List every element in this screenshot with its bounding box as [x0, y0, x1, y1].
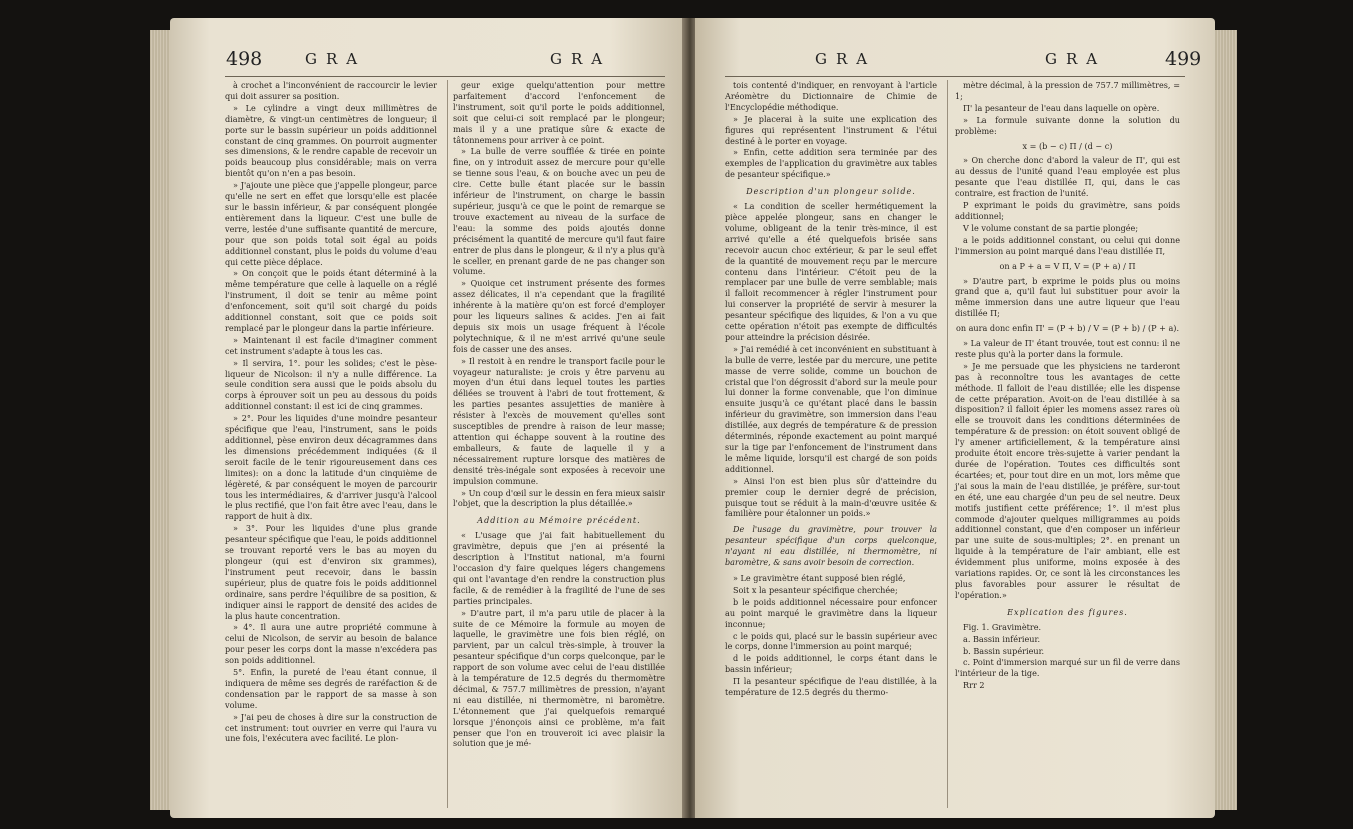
- paragraph: V le volume constant de sa partie plongée;: [963, 222, 1139, 233]
- paragraph: » Il servira, 1°. pour les solides; c'est le pèse-liqueur de Nicolson: il n'y a nulle différence. La seule condition sera aussi que le poids absolu du corps à éprouver soit un peu au dessous du poids additionnel constant: il est ici de cinq grammes.: [225, 357, 437, 412]
- paragraph-group: [955, 80, 1180, 137]
- figure-item: b. Bassin supérieur.: [963, 645, 1045, 656]
- paragraph: » La bulle de verre soufflée & tirée en pointe fine, on y introduit assez de mercure pour qu'elle se tienne sous l'eau, & on bouche avec un peu de cire. Cette bulle étant placée sur le bassin inférieur de l'instrument, on charge le bassin supérieur, jusqu'à ce que le point de remarque se trouve exactement au niveau de la surface de l'eau: la somme des poids ajoutés donne précisément la quantité de mercure qu'il faut faire entrer de plus dans le plongeur, & il n'y a plus qu'à le sceller, en prenant garde de ne pas changer son volume.: [453, 146, 665, 277]
- paragraph: » Ainsi l'on est bien plus sûr d'atteindre du premier coup le dernier degré de précision, puisque tout se réduit à la main-d'œuvre usitée & familière pour étalonner un poids.»: [725, 475, 937, 519]
- section-title: Explication des figures.: [1007, 606, 1128, 617]
- paragraph-group: [955, 338, 1180, 601]
- paragraph-group: [725, 573, 937, 698]
- paragraph: 5°. Enfin, la pureté de l'eau étant connue, il indiquera de même ses degrés de raréfaction & de condensation par le rapport de sa masse à son volume.: [225, 667, 437, 710]
- header-rule: [725, 76, 1185, 77]
- paragraph: » On cherche donc d'abord la valeur de Π', qui est au dessus de l'unité quand l'eau employée est plus pesante que l'eau distillée Π, qui, dans le cas contraire, est fraction de l'unité.: [955, 155, 1180, 199]
- paragraph: » J'ajoute une pièce que j'appelle plongeur, parce qu'elle ne sert en effet que lorsqu'elle est placée sur le bassin inférieur, & par conséquent plongée entièrement dans la liqueur. C'est une bulle de verre, lestée d'une suffisante quantité de mercure, pour que son poids total soit égal au poids additionnel constant, plus le poids du volume d'eau qui cette pièce déplace.: [225, 180, 437, 267]
- paragraph-group: [453, 80, 665, 509]
- paragraph: » Un coup d'œil sur le dessin en fera mieux saisir l'objet, que la description la plus détaillée.»: [453, 487, 665, 509]
- page-number-left: 498: [226, 48, 263, 70]
- paragraph-group: [955, 276, 1180, 320]
- page-number-right: 499: [1165, 48, 1202, 70]
- page-edges-right: [1213, 30, 1237, 810]
- paragraph-group: [453, 530, 665, 749]
- running-head-right-1: GRA: [815, 50, 877, 68]
- figure-item: Rrr 2: [963, 680, 985, 691]
- paragraph-group: [725, 80, 937, 180]
- paragraph: » Je placerai à la suite une explication des figures qui représentent l'instrument & l'étui destiné à le porter en voyage.: [725, 113, 937, 146]
- paragraph: P exprimant le poids du gravimètre, sans poids additionnel;: [955, 200, 1180, 221]
- section-title: Addition au Mémoire précédent.: [477, 515, 641, 526]
- paragraph: » Le gravimètre étant supposé bien réglé,: [733, 572, 906, 583]
- paragraph-group: [955, 155, 1180, 256]
- paragraph: à crochet a l'inconvénient de raccourcir le levier qui doit assurer sa position.: [225, 80, 437, 101]
- paragraph: a le poids additionnel constant, ou celui qui donne l'immersion au point marqué dans l'eau distillée Π,: [955, 234, 1180, 256]
- paragraph: Π' la pesanteur de l'eau dans laquelle on opère.: [963, 102, 1160, 113]
- left-page: [170, 18, 685, 818]
- paragraph: Π la pesanteur spécifique de l'eau distillée, à la température de 12.5 degrés du thermo-: [725, 676, 937, 698]
- paragraph: » J'ai remédié à cet inconvénient en substituant à la bulle de verre, lestée par du mercure, une petite masse de verre solide, comme un bouchon de cristal que l'on dégrossit d'abord sur la meule pour lui donner la forme convenable, que l'on diminue ensuite jusqu'à ce qu'étant placé dans le bassin inférieur du gravimètre, son immersion dans l'eau distillée, aux degrés de température & de pression déterminés, réponde exactement au point marqué sur la tige par l'enfoncement de l'instrument dans le même liquide, lorsqu'il est chargé de son poids additionnel.: [725, 343, 937, 474]
- running-head-right-2: GRA: [1045, 50, 1107, 68]
- figure-item: c. Point d'immersion marqué sur un fil de verre dans l'intérieur de la tige.: [955, 657, 1180, 679]
- paragraph: d le poids additionnel, le corps étant dans le bassin inférieur;: [725, 653, 937, 675]
- paragraph: » Le cylindre a vingt deux millimètres de diamètre, & vingt-un centimètres de longueur; il porte sur le bassin supérieur un poids additionnel constant de cinq grammes. On pourroit augmenter ses dimensions, & le rendre capable de recevoir un poids beaucoup plus considérable; mais on verra bientôt qu'on n'en a pas besoin.: [225, 102, 437, 179]
- paragraph: » D'autre part, il m'a paru utile de placer à la suite de ce Mémoire la formule au moyen de laquelle, le gravimètre une fois bien réglé, on parvient, par un calcul très-simple, à trouver la pesanteur spécifique d'un corps quelconque, par le rapport de son volume avec celui de l'eau distillée à la température de 12.5 degrés du thermomètre décimal, & 757.7 millimètres de pression, n'ayant ni eau distillée, ni thermomètre, ni baromètre. L'étonnement que j'ai quelquefois remarqué lorsque j'énonçois ainsi ce problème, m'a fait penser que l'on en trouveroit ici avec plaisir la solution que je mé-: [453, 607, 665, 749]
- paragraph-group: [725, 201, 937, 519]
- section-title: Description d'un plongeur solide.: [746, 186, 916, 197]
- paragraph: » D'autre part, b exprime le poids plus ou moins grand que a, qu'il faut lui substituer pour avoir la même immersion dans une autre liqueur que l'eau distillée Π;: [955, 275, 1180, 319]
- paragraph: « La condition de sceller hermétiquement la pièce appelée plongeur, sans en changer le volume, obligeant de la tenir très-mince, il est arrivé qu'elle a été quelquefois brisée sans recevoir aucun choc extérieur, & par le seul effet de la quantité de mouvement reçu par le mercure contenu dans l'intérieur. C'étoit peu de la remplacer par une bulle de verre semblable; mais il falloit recommencer à régler l'instrument pour lui conserver la propriété de servir à mesurer la pesanteur spécifique des liquides, & l'on a vu que cette opération n'étoit pas exempte de difficultés pour atteindre la précision désirée.: [725, 201, 937, 342]
- left-column-2: [453, 80, 665, 750]
- column-rule: [947, 80, 948, 808]
- paragraph-group: [225, 80, 437, 744]
- figure-list: [955, 622, 1180, 691]
- paragraph: » J'ai peu de choses à dire sur la construction de cet instrument: tout ouvrier en verre qui l'aura vu une fois, l'exécutera avec facilité. Le plon-: [225, 711, 437, 744]
- header-rule: [225, 76, 665, 77]
- paragraph: » 3°. Pour les liquides d'une plus grande pesanteur spécifique que l'eau, le poids additionnel se trouvant reporté vers le bas au moyen du plongeur (qui est d'environ six grammes), l'instrument peut recevoir, dans le bassin supérieur, plus de quatre fois le poids additionnel ordinaire, sans perdre l'équilibre de sa position, & indiquer ainsi le rapport de densité des acides de la plus haute concentration.: [225, 523, 437, 621]
- paragraph: » La valeur de Π' étant trouvée, tout est connu: il ne reste plus qu'à la porter dans la formule.: [955, 338, 1180, 359]
- paragraph: » On conçoit que le poids étant déterminé à la même température que celle à laquelle on a réglé l'instrument, il doit se tenir au même point d'enfoncement, soit qu'il soit chargé du poids additionnel constant, soit que ce poids soit remplacé par le plongeur dans la partie inférieure.: [225, 268, 437, 333]
- page-edges-left: [150, 30, 172, 810]
- paragraph: » Quoique cet instrument présente des formes assez délicates, il n'a cependant que la fragilité inhérente à la matière qu'on est forcé d'employer pour les liqueurs salines & acides. J'en ai fait depuis six mois un usage fréquent à l'école polytechnique, & il ne m'est arrivé qu'une seule fois de casser une des anses.: [453, 278, 665, 354]
- paragraph: » Je me persuade que les physiciens ne tarderont pas à reconnoître tous les avantages de cette méthode. Il falloit de l'eau distillée; elle les dispense de cette préparation. Avoit-on de l'eau distillée à sa disposition? il falloit épier les momens assez rares où elle se trouvoit dans les conditions déterminées de température & de pression: on étoit souvent obligé de l'y amener artificiellement, & la température ainsi produite étoit encore très-sujette à varier pendant la durée de l'opération. Toutes ces difficultés sont écartées; et, pour tout dire en un mot, lors même que j'ai sous la main de l'eau distillée, je préfère, sur-tout en été, une eau chargée d'un peu de sel neutre. Deux motifs justifient cette préférence; 1°. il m'est plus commode d'ajouter quelques milligrammes au poids additionnel constant, que d'en composer un inférieur par une suite de sous-multiples; 2°. en prenant un liquide à la température de l'air ambiant, elle est évidemment plus uniforme, moins exposée à des variations rapides. Or, ce sont là les circonstances les plus favorables pour assurer le résultat de l'opération.»: [955, 360, 1180, 600]
- right-column-1: [725, 80, 937, 699]
- formula: on aura donc enfin Π' = (P + b) / V = (P + b) / (P + a).: [955, 323, 1180, 334]
- paragraph: « L'usage que j'ai fait habituellement du gravimètre, depuis que j'en ai présenté la description à l'Institut national, m'a fourni l'occasion d'y faire quelques légers changemens qui ont l'avantage d'en rendre la construction plus facile, & de remédier à la fragilité de l'une de ses parties principales.: [453, 530, 665, 606]
- paragraph: » Il restoit à en rendre le transport facile pour le voyageur naturaliste: je crois y être parvenu au moyen d'un étui dans lequel toutes les parties déliées se trouvent à l'abri de tout frottement, & les parties pesantes assujetties de manière à résister à l'excès de mouvement qu'elles sont susceptibles de prendre à raison de leur masse; attention qui échappe souvent à la routine des emballeurs, & faute de laquelle il y a nécessairement rupture lorsque des matières de densité très-inégale sont exposées à recevoir une impulsion commune.: [453, 355, 665, 486]
- running-head-left-2: GRA: [550, 50, 612, 68]
- paragraph: Soit x la pesanteur spécifique cherchée;: [733, 584, 898, 595]
- left-column-1: [225, 80, 437, 745]
- formula: on a P + a = V Π, V = (P + a) / Π: [999, 260, 1136, 271]
- paragraph: » 2°. Pour les liquides d'une moindre pesanteur spécifique que l'eau, l'instrument, sans le poids additionnel, pèse environ deux décagrammes dans les dimensions précédemment indiquées (& il seroit facile de le tenir rigoureusement dans ces limites): on a donc la latitude d'un cinquième de légèreté, & par conséquent le moyen de parcourir tous les intermédiaires, & d'arriver jusqu'à l'alcool le plus rectifié, que l'on fait être avec l'eau, dans le rapport de huit à dix.: [225, 413, 437, 522]
- column-rule: [447, 80, 448, 808]
- paragraph: c le poids qui, placé sur le bassin supérieur avec le corps, donne l'immersion au point marqué;: [725, 630, 937, 652]
- figure-item: a. Bassin inférieur.: [963, 633, 1041, 644]
- paragraph: » Enfin, cette addition sera terminée par des exemples de l'application du gravimètre aux tables de pesanteur spécifique.»: [725, 147, 937, 180]
- paragraph: b le poids additionnel nécessaire pour enfoncer au point marqué le gravimètre dans la liqueur inconnue;: [725, 596, 937, 629]
- paragraph: mètre décimal, à la pression de 757.7 millimètres, = 1;: [955, 80, 1180, 101]
- right-page: [695, 18, 1215, 818]
- section-title: De l'usage du gravimètre, pour trouver la pesanteur spécifique d'un corps quelconque, n'ayant ni eau distillée, ni thermomètre, ni baromètre, & sans avoir besoin de correction.: [725, 524, 937, 568]
- paragraph: » Maintenant il est facile d'imaginer comment cet instrument s'adapte à tous les cas.: [225, 334, 437, 356]
- paragraph: » 4°. Il aura une autre propriété commune à celui de Nicolson, de servir au besoin de balance pour peser les corps dont la masse n'excédera pas son poids additionnel.: [225, 622, 437, 666]
- formula: x = (b − c) Π / (d − c): [1022, 140, 1113, 151]
- paragraph: geur exige quelqu'attention pour mettre parfaitement d'accord l'enfoncement de l'instrument, soit qu'il porte le poids additionnel, soit que celui-ci soit remplacé par le plongeur; mais il y a une pratique sûre & exacte de tâtonnemens pour arriver à ce point.: [453, 80, 665, 145]
- figure-item: Fig. 1. Gravimètre.: [963, 621, 1042, 632]
- right-column-2: [955, 80, 1180, 692]
- paragraph: » La formule suivante donne la solution du problème:: [955, 114, 1180, 136]
- running-head-left-1: GRA: [305, 50, 367, 68]
- paragraph: tois contenté d'indiquer, en renvoyant à l'article Aréomètre du Dictionnaire de Chimie de l'Encyclopédie méthodique.: [725, 80, 937, 112]
